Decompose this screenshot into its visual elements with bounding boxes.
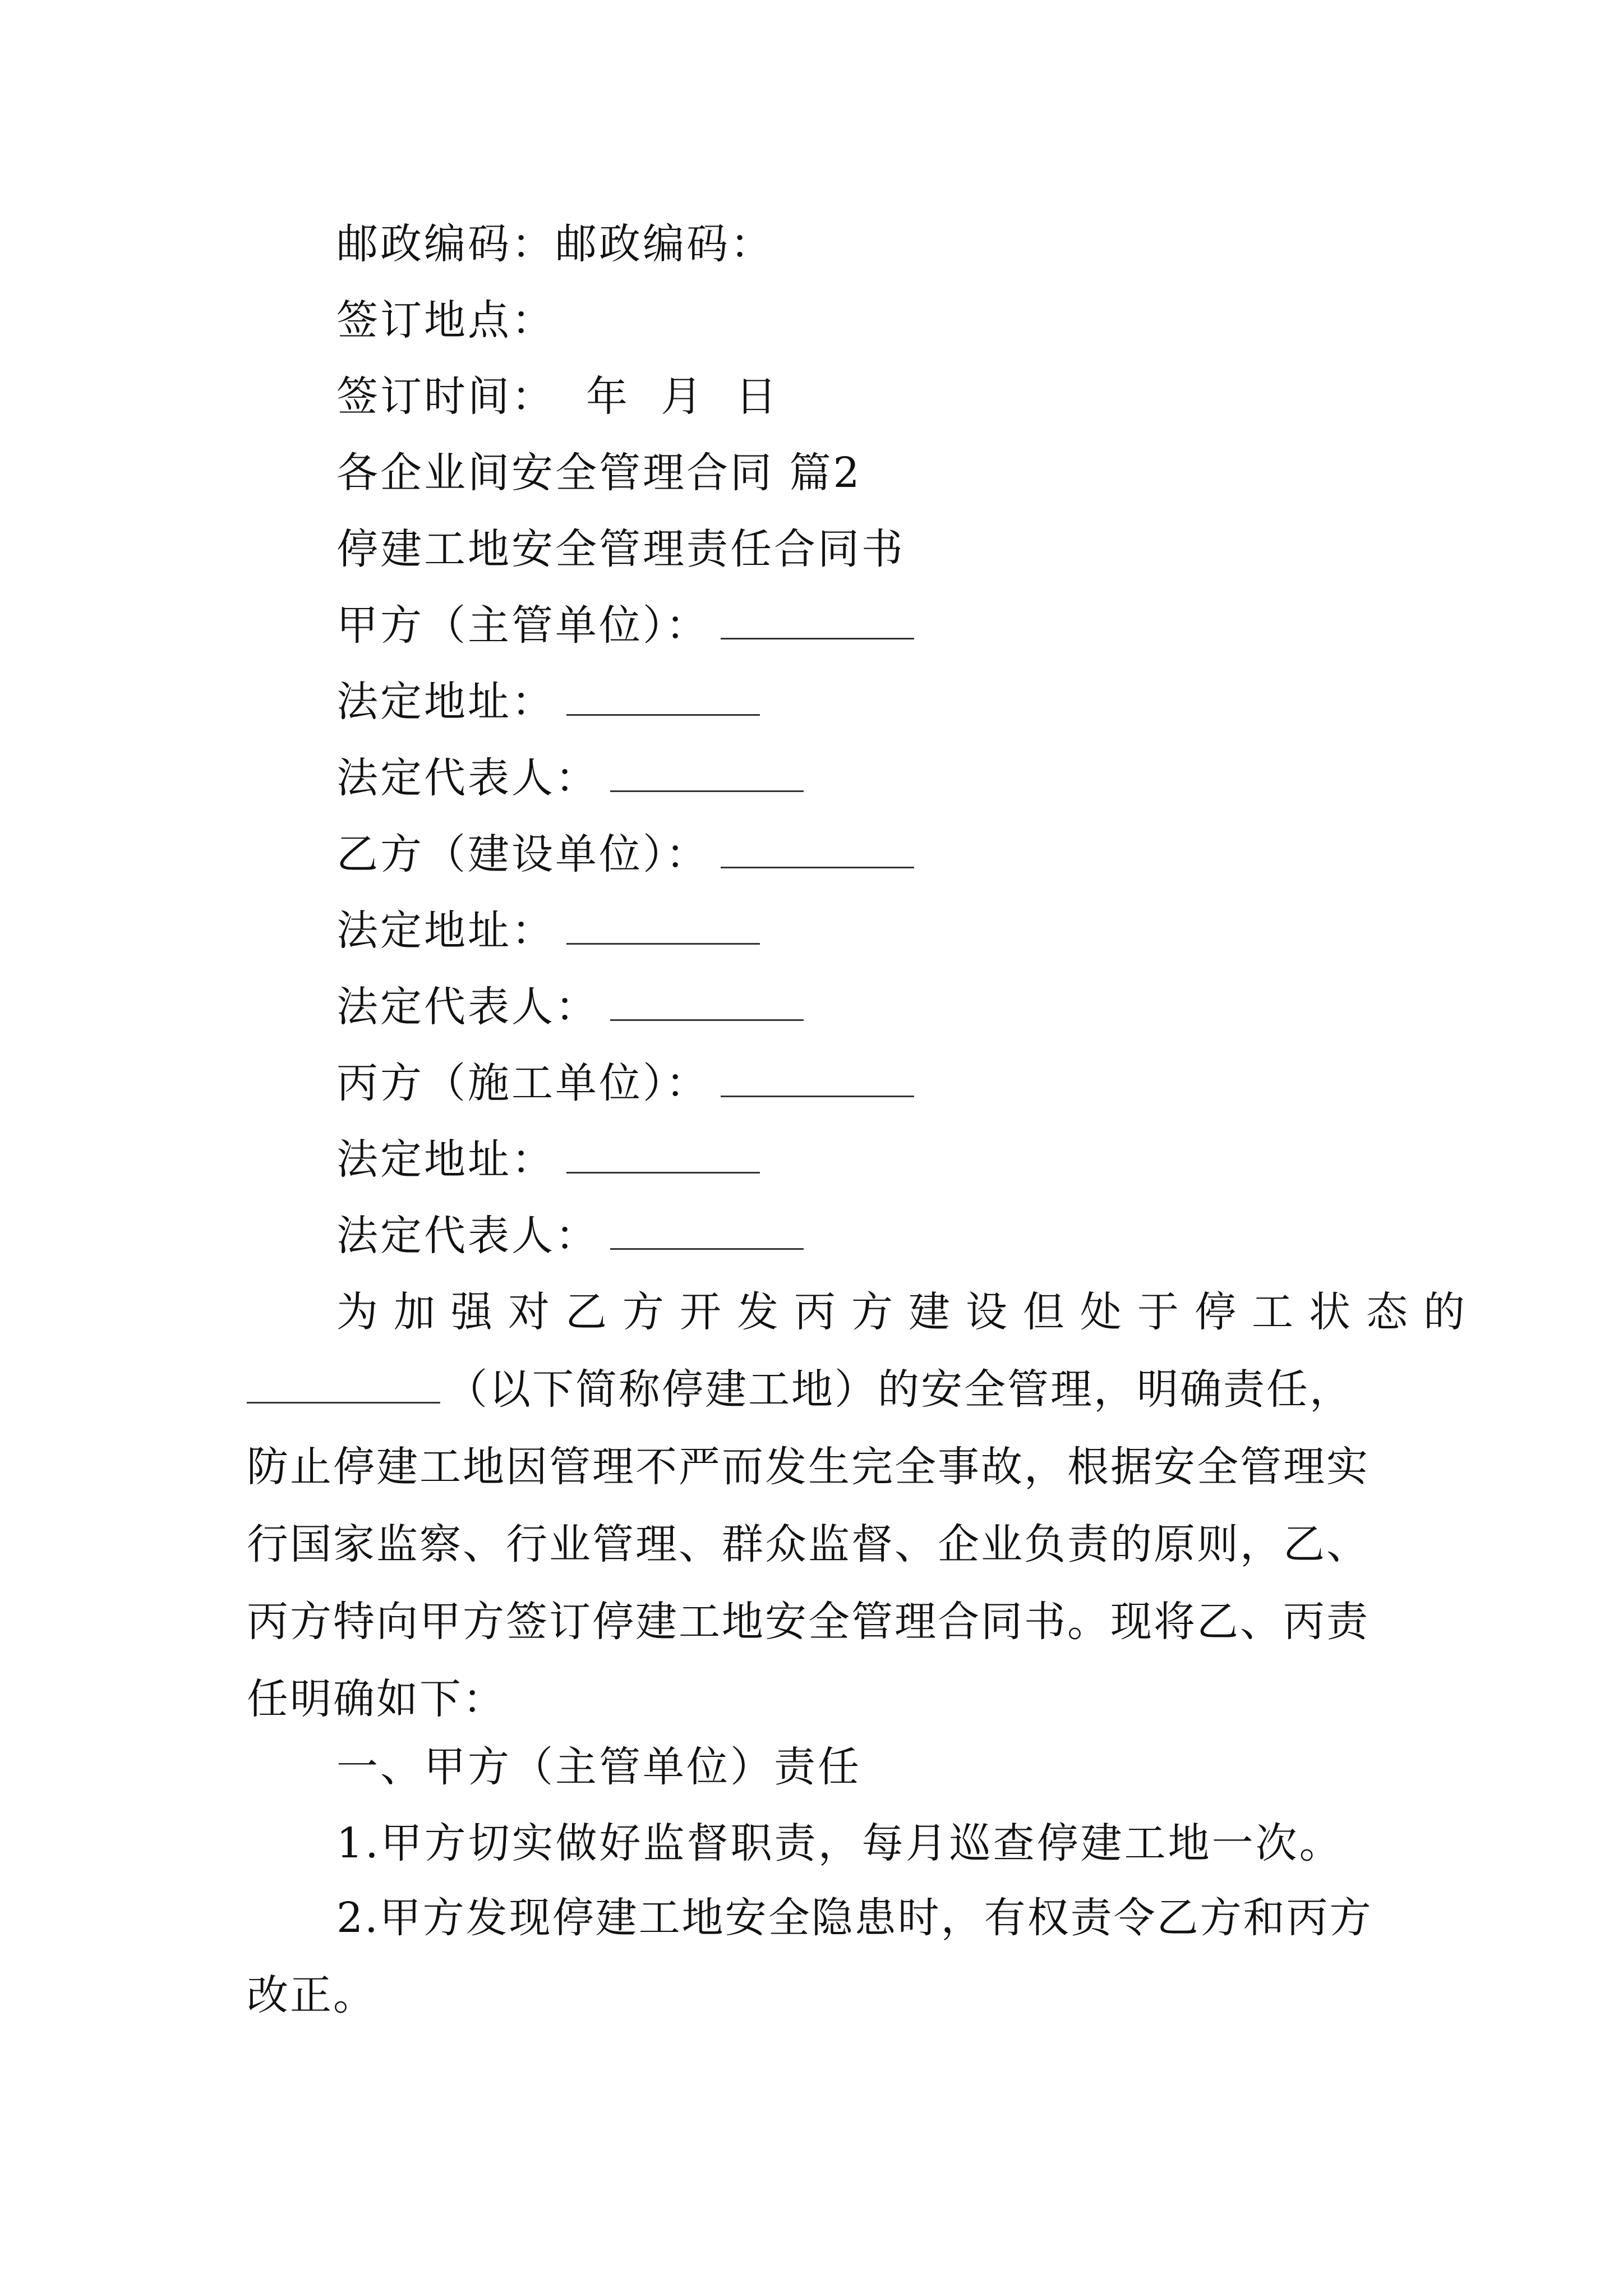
party-b-blank <box>721 833 914 868</box>
party-a-label: 甲方（主管单位）： <box>336 601 709 650</box>
site-name-blank <box>247 1368 440 1404</box>
party-c-address-blank <box>566 1138 760 1174</box>
party-a-address-label: 法定地址： <box>336 678 555 726</box>
signing-place-text: 签订地点： <box>336 296 555 344</box>
party-a-representative-blank <box>610 757 804 792</box>
item-2-row: 改正。 <box>247 1971 376 2019</box>
intro-paragraph-row: 任明确如下： <box>247 1675 506 1723</box>
section-one-title: 一、甲方（主管单位）责任 <box>336 1743 861 1791</box>
party-b-address-line <box>336 903 760 959</box>
intro-paragraph <box>247 1273 1481 1738</box>
party-c-blank <box>721 1062 914 1097</box>
intro-paragraph-row: 行国家监察、行业管理、群众监督、企业负责的原则，乙、 <box>247 1520 1370 1568</box>
section-heading-text: 各企业间安全管理合同 篇2 <box>336 449 862 497</box>
intro-paragraph-row-text: （以下简称停建工地）的安全管理，明确责任， <box>446 1365 1353 1414</box>
party-b-address-label: 法定地址： <box>336 907 555 955</box>
party-b-address-blank <box>566 909 760 945</box>
item-1-text: 1.甲方切实做好监督职责，每月巡查停建工地一次。 <box>336 1819 1343 1867</box>
intro-paragraph-row <box>247 1351 1391 1428</box>
postal-code-line <box>336 216 774 272</box>
party-c-address-line <box>336 1131 760 1188</box>
party-a-address-line <box>336 674 760 730</box>
party-a-blank <box>721 604 914 639</box>
party-b-representative-blank <box>610 986 804 1021</box>
party-a-address-blank <box>566 680 760 716</box>
party-c-address-label: 法定地址： <box>336 1135 555 1184</box>
party-b-label: 乙方（建设单位）： <box>336 830 709 878</box>
document-title: 停建工地安全管理责任合同书 <box>336 525 905 573</box>
postal-code-text: 邮政编码：邮政编码： <box>336 220 774 268</box>
party-c-representative-label: 法定代表人： <box>336 1212 599 1260</box>
section-one-title-line <box>336 1739 861 1795</box>
section-heading-line <box>336 445 862 501</box>
party-b-representative-label: 法定代表人： <box>336 983 599 1031</box>
party-c-label: 丙方（施工单位）： <box>336 1059 709 1107</box>
signing-date-line <box>336 369 779 425</box>
party-a-representative-line <box>336 750 804 806</box>
item-2-row: 2.甲方发现停建工地安全隐患时，有权责令乙方和丙方 <box>336 1894 1373 1942</box>
party-c-representative-line <box>336 1208 804 1264</box>
party-a-line <box>336 597 914 654</box>
party-c-representative-blank <box>610 1214 804 1250</box>
intro-paragraph-row: 防止停建工地因管理不严而发生完全事故，根据安全管理实 <box>247 1443 1370 1491</box>
signing-place-line <box>336 292 555 348</box>
party-c-line <box>336 1055 914 1111</box>
party-a-representative-label: 法定代表人： <box>336 754 599 802</box>
party-b-representative-line <box>336 979 804 1035</box>
intro-paragraph-row: 为加强对乙方开发丙方建设但处于停工状态的 <box>336 1288 1481 1336</box>
item-1-line <box>336 1815 1343 1871</box>
document-title-line <box>336 521 905 577</box>
signing-date-text: 签订时间： 年 月 日 <box>336 372 780 421</box>
item-2-paragraph <box>247 1879 1391 2034</box>
party-b-line <box>336 826 914 882</box>
intro-paragraph-row: 丙方特向甲方签订停建工地安全管理合同书。现将乙、丙责 <box>247 1598 1370 1646</box>
